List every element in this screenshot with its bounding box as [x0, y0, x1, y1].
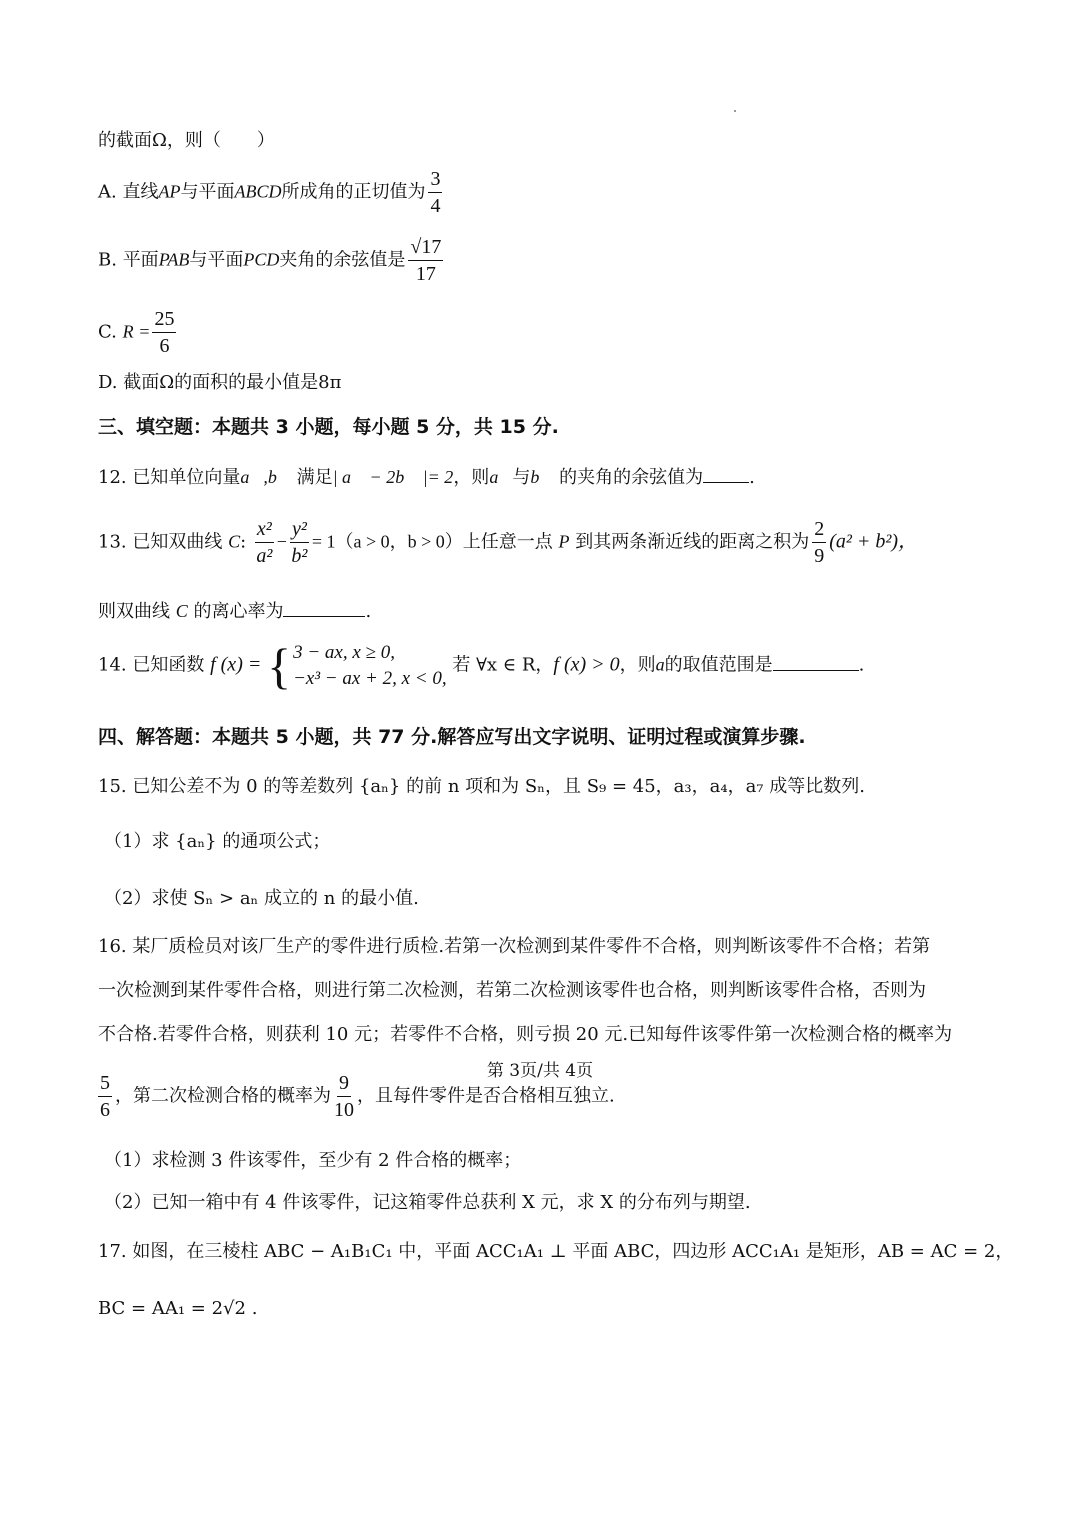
question-13-line2: 则双曲线 C 的离心率为 .: [98, 601, 372, 622]
q11-option-c: C. R = $\frac{25}{6}$: [98, 308, 175, 357]
q11-option-a: A. 直线AP与平面ABCD所成角的正切值为 $\frac{3}{4}$: [98, 168, 441, 217]
page-footer: 第 3页/共 4页: [486, 1061, 594, 1081]
question-15-part2: （2）求使 Sₙ > aₙ 成立的 n 的最小值.: [104, 888, 419, 909]
question-14: 14. 已知函数 f (x) = { 3 − ax, x ≥ 0, −x³ − ax + 2, x < 0, 若 ∀x ∈ R，f (x) > 0，则a的取值范围是 .: [98, 637, 865, 694]
piecewise: { 3 − ax, x ≥ 0, −x³ − ax + 2, x < 0,: [267, 637, 447, 694]
question-16-line3: 不合格.若零件合格，则获利 10 元；若零件不合格，则亏损 20 元.已知每件该零件第一次检测合格的概率为: [98, 1024, 953, 1045]
answer-blank[interactable]: [773, 654, 859, 671]
question-17-line2: BC = AA₁ = 2√2 .: [98, 1298, 258, 1319]
q11-option-d: D. 截面Ω的面积的最小值是8π: [98, 372, 342, 393]
q11-option-b: B. 平面PAB与平面PCD夹角的余弦值是 $\frac{√17}{17}$: [98, 236, 442, 285]
question-12: 12. 已知单位向量a⃗,b⃗ 满足| a⃗ − 2b⃗ |= 2，则a⃗与b⃗ 的夹角的余弦值为 .: [98, 467, 755, 488]
question-16-part1: （1）求检测 3 件该零件，至少有 2 件合格的概率；: [104, 1150, 522, 1171]
question-15: 15. 已知公差不为 0 的等差数列 {aₙ} 的前 n 项和为 Sₙ，且 S₉ = 45，a₃，a₄，a₇ 成等比数列.: [98, 776, 865, 797]
question-13: 13. 已知双曲线 C: $\frac{\text{x²}}{\text{a²}}$ − $\frac{\text{y²}}{\text{b²}}$ = 1（a > 0，b > 0）上任意一点 P 到其两条渐近线的距离之积为 $\frac{2}{9}$ (a² + b²)，: [98, 518, 919, 567]
question-16-line2: 一次检测到某件零件合格，则进行第二次检测，若第二次检测该零件也合格，则判断该零件合格，否则为: [98, 980, 926, 1001]
answer-blank[interactable]: [703, 466, 749, 483]
question-16-line4: $\frac{5}{6}$ ，第二次检测合格的概率为 $\frac{9}{10}$ ，且每件零件是否合格相互独立.: [100, 1072, 615, 1121]
question-17-line1: 17. 如图，在三棱柱 ABC − A₁B₁C₁ 中，平面 ACC₁A₁ ⊥ 平面 ABC，四边形 ACC₁A₁ 是矩形，AB = AC = 2，: [98, 1241, 1014, 1262]
fraction: $\frac{5}{6}$: [100, 1072, 110, 1121]
fraction: $\frac{\text{y²}}{\text{b²}}$: [291, 518, 308, 567]
fraction: $\frac{3}{4}$: [430, 168, 441, 217]
q11-tail: 的截面Ω，则（ ）: [98, 130, 275, 151]
fraction: $\frac{\text{x²}}{\text{a²}}$: [256, 518, 273, 567]
section-4-heading: 四、解答题：本题共 5 小题，共 77 分.解答应写出文字说明、证明过程或演算步骤.: [98, 726, 806, 748]
answer-blank[interactable]: [283, 600, 365, 617]
section-3-heading: 三、填空题：本题共 3 小题，每小题 5 分，共 15 分.: [98, 416, 559, 438]
question-15-part1: （1）求 {aₙ} 的通项公式；: [104, 831, 331, 852]
question-16-line1: 16. 某厂质检员对该厂生产的零件进行质检.若第一次检测到某件零件不合格，则判断该零件不合格；若第: [98, 936, 931, 957]
fraction: $\frac{2}{9}$: [814, 518, 825, 567]
fraction: $\frac{25}{6}$: [154, 308, 175, 357]
fraction: $\frac{√17}{17}$: [410, 236, 442, 285]
fraction: $\frac{9}{10}$: [334, 1072, 354, 1121]
stray-dot: [734, 110, 736, 112]
question-16-part2: （2）已知一箱中有 4 件该零件，记这箱零件总获利 X 元，求 X 的分布列与期望.: [104, 1192, 751, 1213]
